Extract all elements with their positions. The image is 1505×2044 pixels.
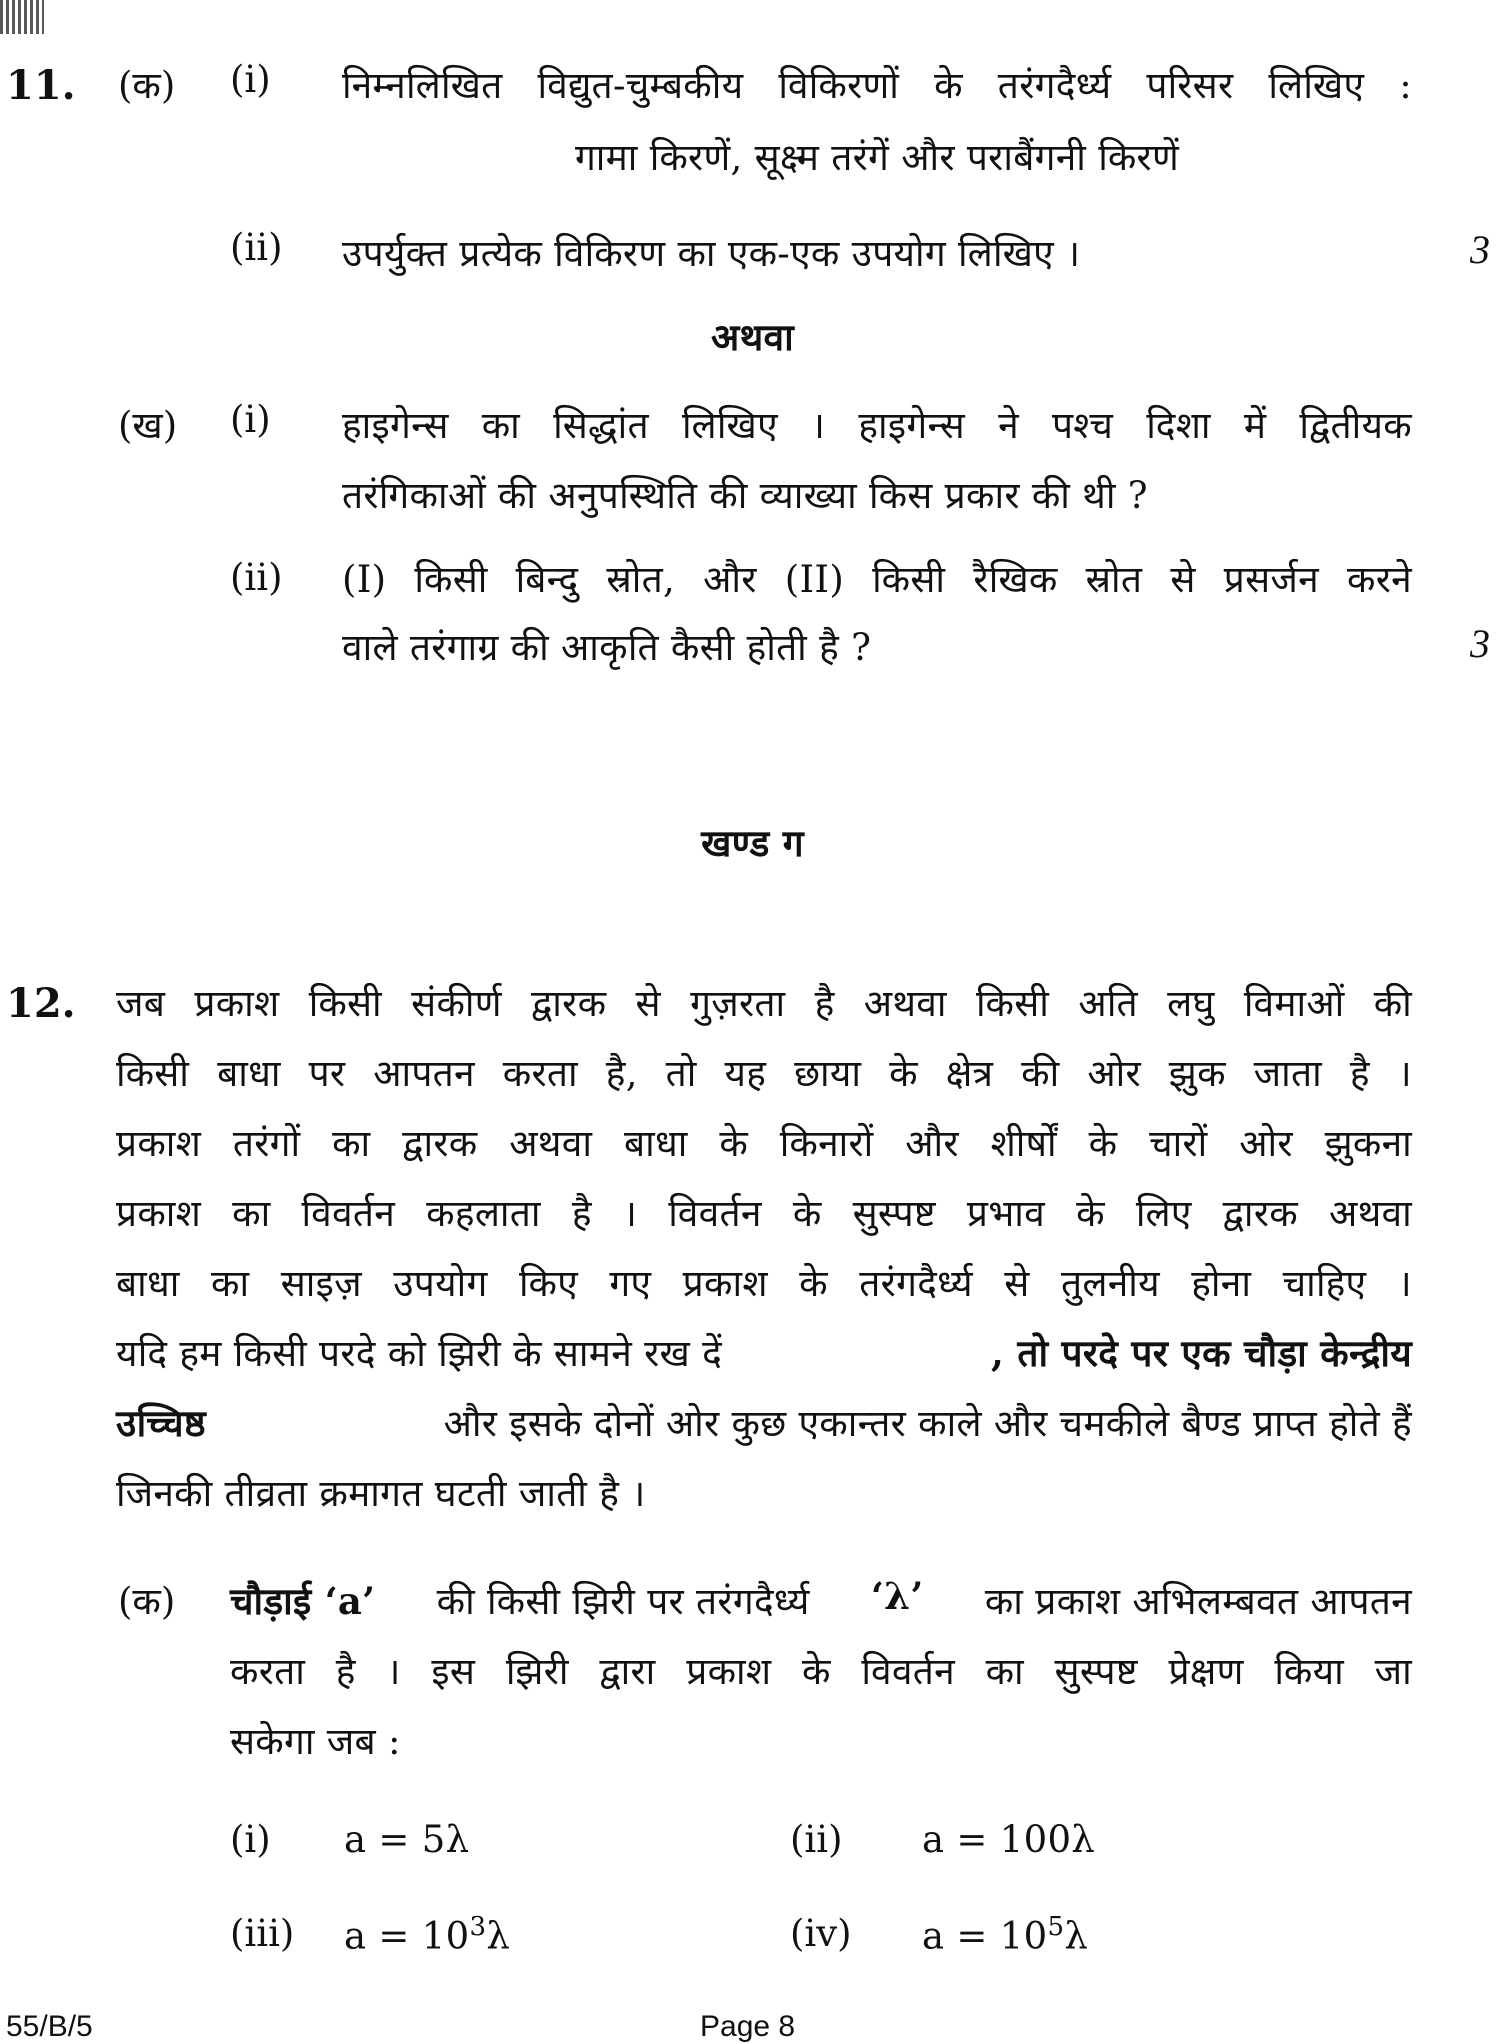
option-expr-iii-exponent: 3 — [469, 1912, 487, 1942]
q11-b-i-line1: हाइगेन्स का सिद्धांत लिखिए । हाइगेन्स ने पश्च दिशा में द्वितीयक — [342, 404, 1412, 447]
q11-a-i-label: (i) — [230, 58, 271, 101]
q11-part-a-label: (क) — [118, 64, 176, 107]
page-number: Page 8 — [700, 2010, 796, 2043]
q12-a-line1 — [230, 1574, 1412, 1625]
q12-part-a-label: (क) — [118, 1580, 176, 1623]
section-heading: खण्ड ग — [701, 821, 804, 865]
paper-code: 55/B/5 — [6, 2010, 93, 2043]
option-label-i: (i) — [230, 1818, 271, 1861]
q11-b-i-label: (i) — [230, 398, 271, 441]
q12-a-line3: सकेगा जब : — [230, 1720, 401, 1763]
option-expr-iv-base: a = 10 — [922, 1914, 1048, 1958]
q11-a-ii-label: (ii) — [230, 226, 283, 269]
option-expr-iii — [344, 1912, 510, 1957]
q12-line6-bold: , तो परदे पर एक चौड़ा केन्द्रीय — [991, 1331, 1412, 1375]
option-label-iii: (iii) — [230, 1912, 295, 1955]
q11-b-ii-line1: (I) किसी बिन्दु स्रोत, और (II) किसी रैखिक स्रोत से प्रसर्जन करने — [342, 558, 1412, 601]
option-label-ii: (ii) — [790, 1818, 843, 1861]
option-expr-i: a = 5λ — [344, 1818, 470, 1861]
qr-code-icon — [0, 0, 44, 34]
q11-a-i-line2: गामा किरणें, सूक्ष्म तरंगें और पराबैंगनी किरणें — [574, 136, 1180, 179]
option-label-iv: (iv) — [790, 1912, 852, 1955]
option-expr-ii: a = 100λ — [922, 1818, 1096, 1861]
q12-line6-normal: यदि हम किसी परदे को झिरी के सामने रख दें — [116, 1332, 723, 1375]
q12-para-line-2: किसी बाधा पर आपतन करता है, तो यह छाया के क्षेत्र की ओर झुक जाता है । — [116, 1052, 1412, 1095]
q12-para-line-4: प्रकाश का विवर्तन कहलाता है । विवर्तन के सुस्पष्ट प्रभाव के लिए द्वारक अथवा — [116, 1192, 1412, 1235]
q12-para-line-6 — [116, 1326, 1412, 1377]
or-separator: अथवा — [711, 315, 794, 359]
q11-a-marks: 3 — [1470, 227, 1490, 272]
q11-b-ii-line2: वाले तरंगाग्र की आकृति कैसी होती है ? — [342, 626, 872, 669]
option-expr-iii-lambda: λ — [486, 1914, 511, 1958]
question-number-12: 12. — [6, 980, 76, 1027]
option-expr-iv-lambda: λ — [1064, 1914, 1089, 1958]
q12-para-line-5: बाधा का साइज़ उपयोग किए गए प्रकाश के तरंगदैर्ध्य से तुलनीय होना चाहिए । — [116, 1262, 1412, 1305]
q11-b-ii-label: (ii) — [230, 556, 283, 599]
q11-b-i-line2: तरंगिकाओं की अनुपस्थिति की व्याख्या किस प्रकार की थी ? — [342, 474, 1148, 517]
option-expr-iv-exponent: 5 — [1047, 1912, 1065, 1942]
q11-b-marks: 3 — [1470, 621, 1490, 666]
q12-para-line-8: जिनकी तीव्रता क्रमागत घटती जाती है । — [116, 1472, 646, 1515]
q12-a-text1: की किसी झिरी पर तरंगदैर्ध्य — [436, 1580, 810, 1623]
q12-para-line-3: प्रकाश तरंगों का द्वारक अथवा बाधा के किनारों और शीर्षों के चारों ओर झुकना — [116, 1122, 1412, 1165]
option-expr-iv — [922, 1912, 1088, 1957]
q11-a-ii-text: उपर्युक्त प्रत्येक विकिरण का एक-एक उपयोग लिखिए । — [342, 232, 1081, 275]
q11-part-b-label: (ख) — [118, 404, 178, 447]
q12-a-bold-width: चौड़ाई ‘a’ — [230, 1579, 376, 1623]
q12-para-line-1: जब प्रकाश किसी संकीर्ण द्वारक से गुज़रता है अथवा किसी अति लघु विमाओं की — [116, 982, 1412, 1025]
q12-a-line2: करता है । इस झिरी द्वारा प्रकाश के विवर्तन का सुस्पष्ट प्रेक्षण किया जा — [230, 1650, 1412, 1693]
q12-line7-normal: और इसके दोनों ओर कुछ एकान्तर काले और चमकीले बैण्ड प्राप्त होते हैं — [443, 1402, 1412, 1445]
q12-para-line-7 — [116, 1396, 1412, 1447]
q12-a-text2: का प्रकाश अभिलम्बवत आपतन — [984, 1580, 1412, 1623]
q12-line7-bold: उच्चिष्ठ — [116, 1401, 206, 1445]
option-expr-iii-base: a = 10 — [344, 1914, 470, 1958]
question-number-11: 11. — [6, 62, 76, 109]
q11-a-i-line1: निम्नलिखित विद्युत-चुम्बकीय विकिरणों के तरंगदैर्ध्य परिसर लिखिए : — [342, 64, 1412, 107]
q12-a-bold-lambda: ‘λ’ — [870, 1574, 924, 1618]
